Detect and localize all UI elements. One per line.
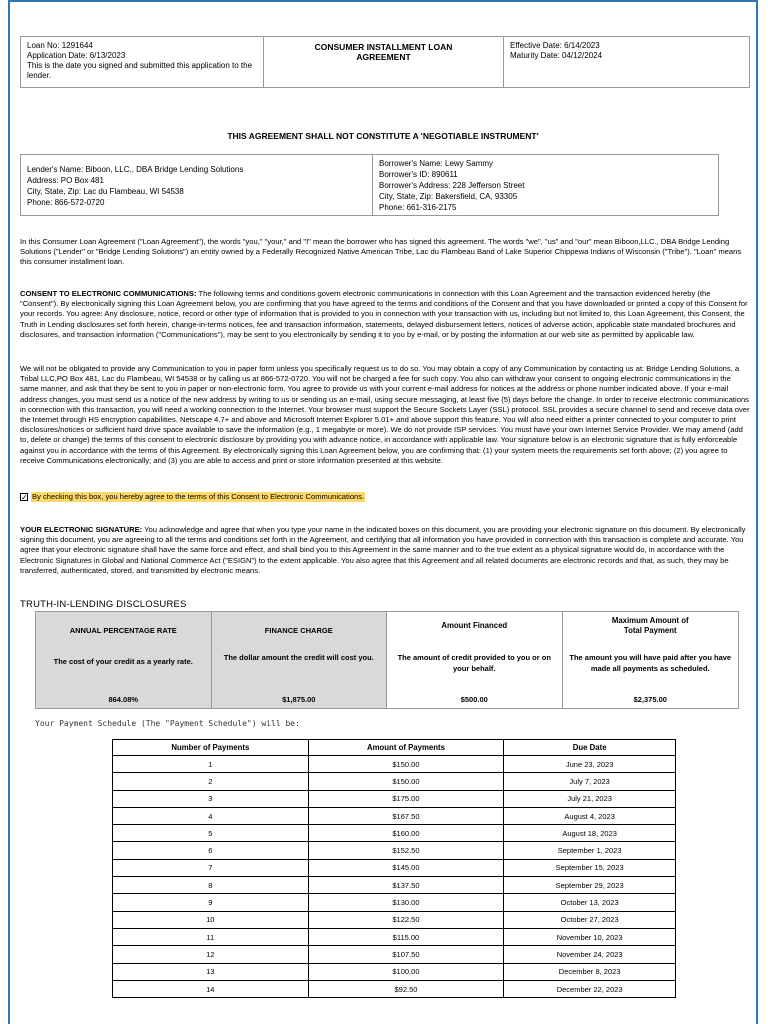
intro-paragraph: In this Consumer Loan Agreement ("Loan Agreement"), the words "you," "your," and "I" mean the borrower who has signed this agreement. The words "we", "us" and "our" mean Biboon,LLC., DBA Bridge Lending Solutions ("Lender" or "Bridge Lending Solutions") an entity owned by a Federally Recognized Native American Tribe, Lac du Flambeau Band of Lake Superior Chippewa Indians of Wisconsin ("Tribe"). "Loan" means this consumer installment loan. (20, 237, 742, 267)
total-payment-desc: The amount you will have paid after you have made all payments as scheduled. (569, 653, 732, 673)
payment-amount: $137.50 (308, 877, 504, 894)
signature-heading: YOUR ELECTRONIC SIGNATURE: (20, 525, 143, 534)
payment-schedule-table (112, 739, 676, 998)
negotiable-notice: THIS AGREEMENT SHALL NOT CONSTITUTE A 'NEGOTIABLE INSTRUMENT' (227, 131, 539, 141)
borrower-address: Borrower's Address: 228 Jefferson Street (379, 181, 525, 190)
payment-due-date: December 8, 2023 (504, 963, 676, 980)
table-row (113, 877, 676, 894)
table-row (113, 928, 676, 945)
total-payment-cell (563, 612, 739, 708)
dates-cell (504, 37, 749, 87)
consent-checkbox-row[interactable] (20, 492, 365, 502)
payment-amount: $92.50 (308, 980, 504, 997)
payment-due-date: October 13, 2023 (504, 894, 676, 911)
payment-amount: $167.50 (308, 807, 504, 824)
consent-paragraph (20, 289, 750, 340)
lender-phone: Phone: 866-572-0720 (27, 198, 105, 207)
agreement-title-cell (264, 37, 504, 87)
finance-charge-label: FINANCE CHARGE (264, 626, 333, 635)
borrower-name: Borrower's Name: Lewy Sammy (379, 159, 493, 168)
signature-paragraph (20, 525, 750, 576)
lender-city: City, State, Zip: Lac du Flambeau, WI 54538 (27, 187, 184, 196)
loan-header (20, 36, 750, 88)
borrower-phone: Phone: 661-316-2175 (379, 203, 457, 212)
table-row (113, 825, 676, 842)
payment-number: 1 (113, 756, 309, 773)
table-row (113, 859, 676, 876)
total-payment-label-line2: Total Payment (623, 626, 677, 635)
payment-number: 5 (113, 825, 309, 842)
table-row (113, 842, 676, 859)
header-due-date: Due Date (504, 740, 676, 756)
effective-date: Effective Date: 6/14/2023 (510, 41, 600, 50)
payment-due-date: June 23, 2023 (504, 756, 676, 773)
payment-number: 13 (113, 963, 309, 980)
amount-financed-label: Amount Financed (441, 621, 508, 630)
consent-checkbox-label: By checking this box, you hereby agree to the terms of this Consent to Electronic Communications. (32, 492, 365, 501)
payment-number: 2 (113, 773, 309, 790)
header-number-of-payments: Number of Payments (113, 740, 309, 756)
loan-number: Loan No: 1291644 (27, 41, 93, 50)
borrower-info (373, 155, 718, 215)
agreement-title-line2: AGREEMENT (356, 52, 411, 62)
total-payment-label-line1: Maximum Amount of (611, 616, 689, 625)
finance-charge-value: $1,875.00 (282, 695, 316, 704)
payment-amount: $130.00 (308, 894, 504, 911)
payment-number: 3 (113, 790, 309, 807)
table-row (113, 963, 676, 980)
signature-body: You acknowledge and agree that when you type your name in the indicated boxes on this document, you are providing your electronic signature on this document. By electronically signing this document, you are agreeing to all the terms and conditions set forth in the Agreement, and certifying that all information you have provided in connection with this transaction is complete and accurate. You agree that your electronic signature shall have the same force and effect, and shall bind you to this Agreement in the same manner and to the true extent as a physical signature would do, in accordance with the Electronic Signatures in Global and National Commerce Act ("ESIGN") to the extent applicable. You also agree that this Agreement and all related documents are electronic records and that, as such, they may be transferred, authenticated, stored, and transmitted by electronic means. (20, 525, 746, 575)
table-row (113, 980, 676, 997)
payment-number: 11 (113, 928, 309, 945)
amount-financed-cell (387, 612, 563, 708)
finance-charge-desc: The dollar amount the credit will cost you. (223, 653, 374, 662)
tila-disclosure-box (35, 611, 739, 709)
payment-amount: $160.00 (308, 825, 504, 842)
borrower-city: City, State, Zip: Bakersfield, CA, 93305 (379, 192, 518, 201)
payment-number: 7 (113, 859, 309, 876)
header-amount-of-payments: Amount of Payments (308, 740, 504, 756)
lender-address: Address: PO Box 481 (27, 176, 104, 185)
schedule-header-row (113, 740, 676, 756)
consent-heading: CONSENT TO ELECTRONIC COMMUNICATIONS: (20, 289, 197, 298)
lender-info (21, 155, 373, 215)
payment-number: 12 (113, 946, 309, 963)
apr-label: ANNUAL PERCENTAGE RATE (69, 626, 177, 635)
borrower-id: Borrower's ID: 890611 (379, 170, 458, 179)
maturity-date: Maturity Date: 04/12/2024 (510, 51, 603, 60)
application-note: This is the date you signed and submitted this application to the lender. (27, 61, 253, 80)
finance-charge-cell (212, 612, 388, 708)
parties-box (20, 154, 719, 216)
apr-cell (36, 612, 212, 708)
tila-title: TRUTH-IN-LENDING DISCLOSURES (20, 599, 187, 610)
payment-amount: $100.00 (308, 963, 504, 980)
payment-amount: $175.00 (308, 790, 504, 807)
loan-info-cell (21, 37, 264, 87)
table-row (113, 946, 676, 963)
total-payment-value: $2,375.00 (633, 695, 667, 704)
table-row (113, 773, 676, 790)
payment-number: 6 (113, 842, 309, 859)
payment-due-date: November 10, 2023 (504, 928, 676, 945)
payment-number: 10 (113, 911, 309, 928)
application-date: Application Date: 6/13/2023 (27, 51, 126, 60)
payment-amount: $150.00 (308, 773, 504, 790)
payment-due-date: December 22, 2023 (504, 980, 676, 997)
payment-amount: $152.50 (308, 842, 504, 859)
payment-number: 8 (113, 877, 309, 894)
payment-due-date: July 7, 2023 (504, 773, 676, 790)
paper-form-paragraph: We will not be obligated to provide any Communication to you in paper form unless you specifically request us to do so. You may obtain a copy of any Communication by contacting us at: Bridge Lending Solutions, a Tribal LLC,PO Box 481, Lac du Flambeau, WI 54538 or by calling us at 866-572-0720. You will not be charged a fee for such copy. You also can withdraw your consent to ongoing electronic communications in the same manner, and ask that they be sent to you in paper or non-electronic form. You agree to provide us with your current e-mail address for notices at the address or phone number indicated above. If your e-mail address changes, you must send us a notice of the new address by writing to us or sending us an e-mail, using secure messaging, at least five (5) days before the change. In order to receive electronic communications in connection with this transaction, you will need a working connection to the Internet. Your browser must support the Secure Sockets Layer (SSL) protocol. SSL provides a secure channel to send and receive data over the Internet through HS encryption capabilities. Netscape 4.7+ and above and Microsoft Internet Explorer 5.01+ and above support this feature. You will also need either a printer connected to your computer to print disclosures/notices or sufficient hard drive space available to save the information (e.g., 1 megabyte or more). We do not provide ISP services. You must have your own Internet Service Provider. We may amend (add to, delete or change) the terms of this consent to electronic disclosure by providing you with advance notice, in accordance with applicable law. Your signature below is an electronic signature that is fully enforceable against you in accordance with the terms of this Agreement. By electronically signing this Loan Agreement below, you are confirming that: (1) your system meets the requirements set forth above; (2) you agree to receive Communications electronically; and (3) you are able to access and print or store information presented at this website. (20, 364, 750, 465)
table-row (113, 894, 676, 911)
consent-checkbox[interactable]: ✓ (21, 493, 28, 502)
consent-body: The following terms and conditions govern electronic communications in connection with this Loan Agreement and the transaction evidenced hereby (the "Consent"). By electronically signing this Loan Agreement below, you are confirming that you have agreed to the terms and conditions of the Consent and that you have downloaded or printed a copy of this Consent for your records. You agree: Any disclosure, notice, record or other type of information that is provided to you in connection with your transaction with us, including but not limited to, this Loan Agreement, this Consent, the Truth in Lending disclosures set forth herein, change-in-terms notices, fee and transaction information, statements, delayed disbursement letters, notices of adverse action, applicable state mandated brochures and disclosures, and transaction information ("Communications"), may be sent to you electronically by sending it to you by e-mail, or by posting the information at our web site as permitted by applicable law. (20, 289, 748, 339)
payment-due-date: September 15, 2023 (504, 859, 676, 876)
payment-amount: $145.00 (308, 859, 504, 876)
payment-due-date: August 18, 2023 (504, 825, 676, 842)
payment-number: 14 (113, 980, 309, 997)
payment-due-date: October 27, 2023 (504, 911, 676, 928)
payment-due-date: August 4, 2023 (504, 807, 676, 824)
payment-amount: $107.50 (308, 946, 504, 963)
amount-financed-value: $500.00 (460, 695, 488, 704)
payment-due-date: November 24, 2023 (504, 946, 676, 963)
apr-desc: The cost of your credit as a yearly rate. (53, 657, 193, 666)
table-row (113, 911, 676, 928)
payment-due-date: July 21, 2023 (504, 790, 676, 807)
table-row (113, 807, 676, 824)
lender-name: Lender's Name: Biboon, LLC., DBA Bridge Lending Solutions (27, 165, 244, 174)
amount-financed-desc: The amount of credit provided to you or on your behalf. (397, 653, 551, 673)
payment-schedule-title: Your Payment Schedule (The "Payment Schedule") will be: (35, 719, 300, 728)
payment-due-date: September 1, 2023 (504, 842, 676, 859)
payment-amount: $115.00 (308, 928, 504, 945)
table-row (113, 790, 676, 807)
document-frame (8, 0, 758, 1024)
total-payment-label (567, 616, 735, 636)
payment-amount: $150.00 (308, 756, 504, 773)
apr-value: 864.08% (108, 695, 139, 704)
table-row (113, 756, 676, 773)
payment-amount: $122.50 (308, 911, 504, 928)
payment-number: 4 (113, 807, 309, 824)
payment-due-date: September 29, 2023 (504, 877, 676, 894)
payment-number: 9 (113, 894, 309, 911)
agreement-title-line1: CONSUMER INSTALLMENT LOAN (314, 42, 453, 52)
